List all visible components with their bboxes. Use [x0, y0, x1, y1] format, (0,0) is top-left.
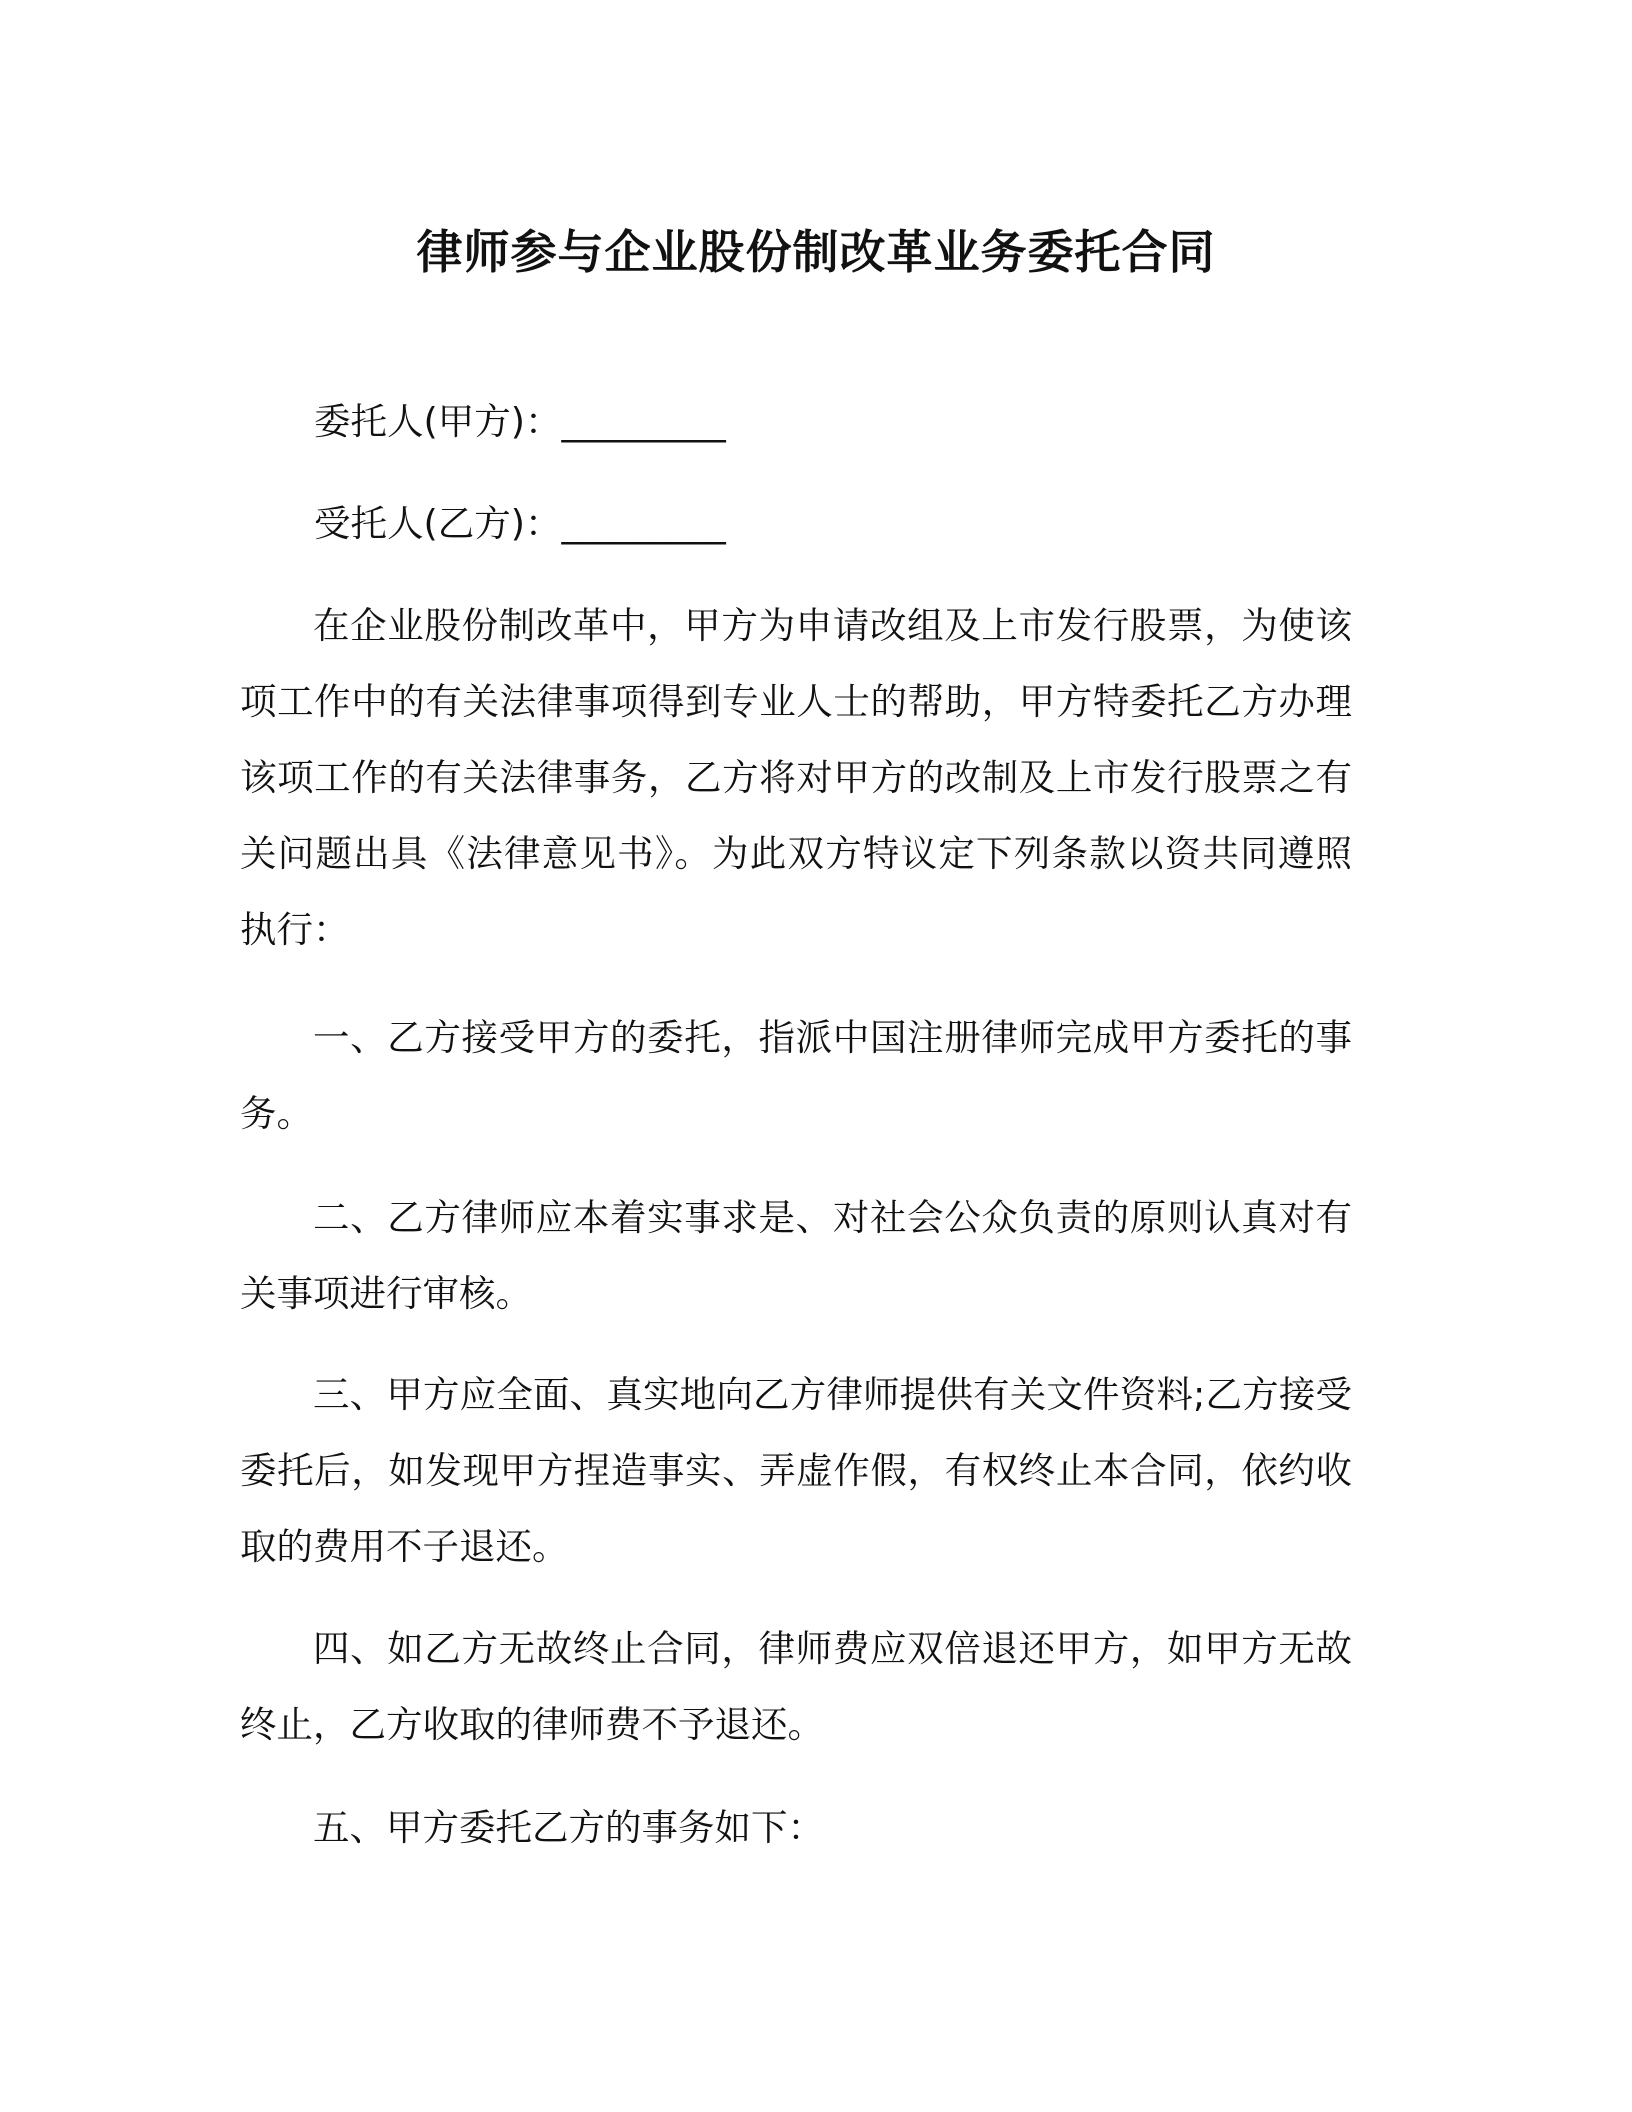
clause-2: 二、乙方律师应本着实事求是、对社会公众负责的原则认真对有关事项进行审核。: [240, 1196, 1352, 1315]
clause-5: 五、甲方委托乙方的事务如下：: [313, 1806, 824, 1849]
principal-line: 委托人(甲方)：_________: [314, 400, 726, 443]
clause-4: 四、如乙方无故终止合同，律师费应双倍退还甲方，如甲方无故终止，乙方收取的律师费不予退还。: [240, 1627, 1352, 1746]
preamble-paragraph: 在企业股份制改革中，甲方为申请改组及上市发行股票，为使该项工作中的有关法律事项得到专业人士的帮助，甲方特委托乙方办理该项工作的有关法律事务，乙方将对甲方的改制及上市发行股票之有关问题出具《法律意见书》。为此双方特议定下列条款以资共同遵照执行：: [240, 604, 1352, 951]
agent-line: 受托人(乙方)：_________: [314, 502, 726, 545]
clause-3: 三、甲方应全面、真实地向乙方律师提供有关文件资料;乙方接受委托后，如发现甲方捏造事实、弄虚作假，有权终止本合同，依约收取的费用不子退还。: [240, 1373, 1352, 1568]
clause-1: 一、乙方接受甲方的委托，指派中国注册律师完成甲方委托的事务。: [240, 1016, 1352, 1135]
document-title: 律师参与企业股份制改革业务委托合同: [416, 225, 1216, 279]
